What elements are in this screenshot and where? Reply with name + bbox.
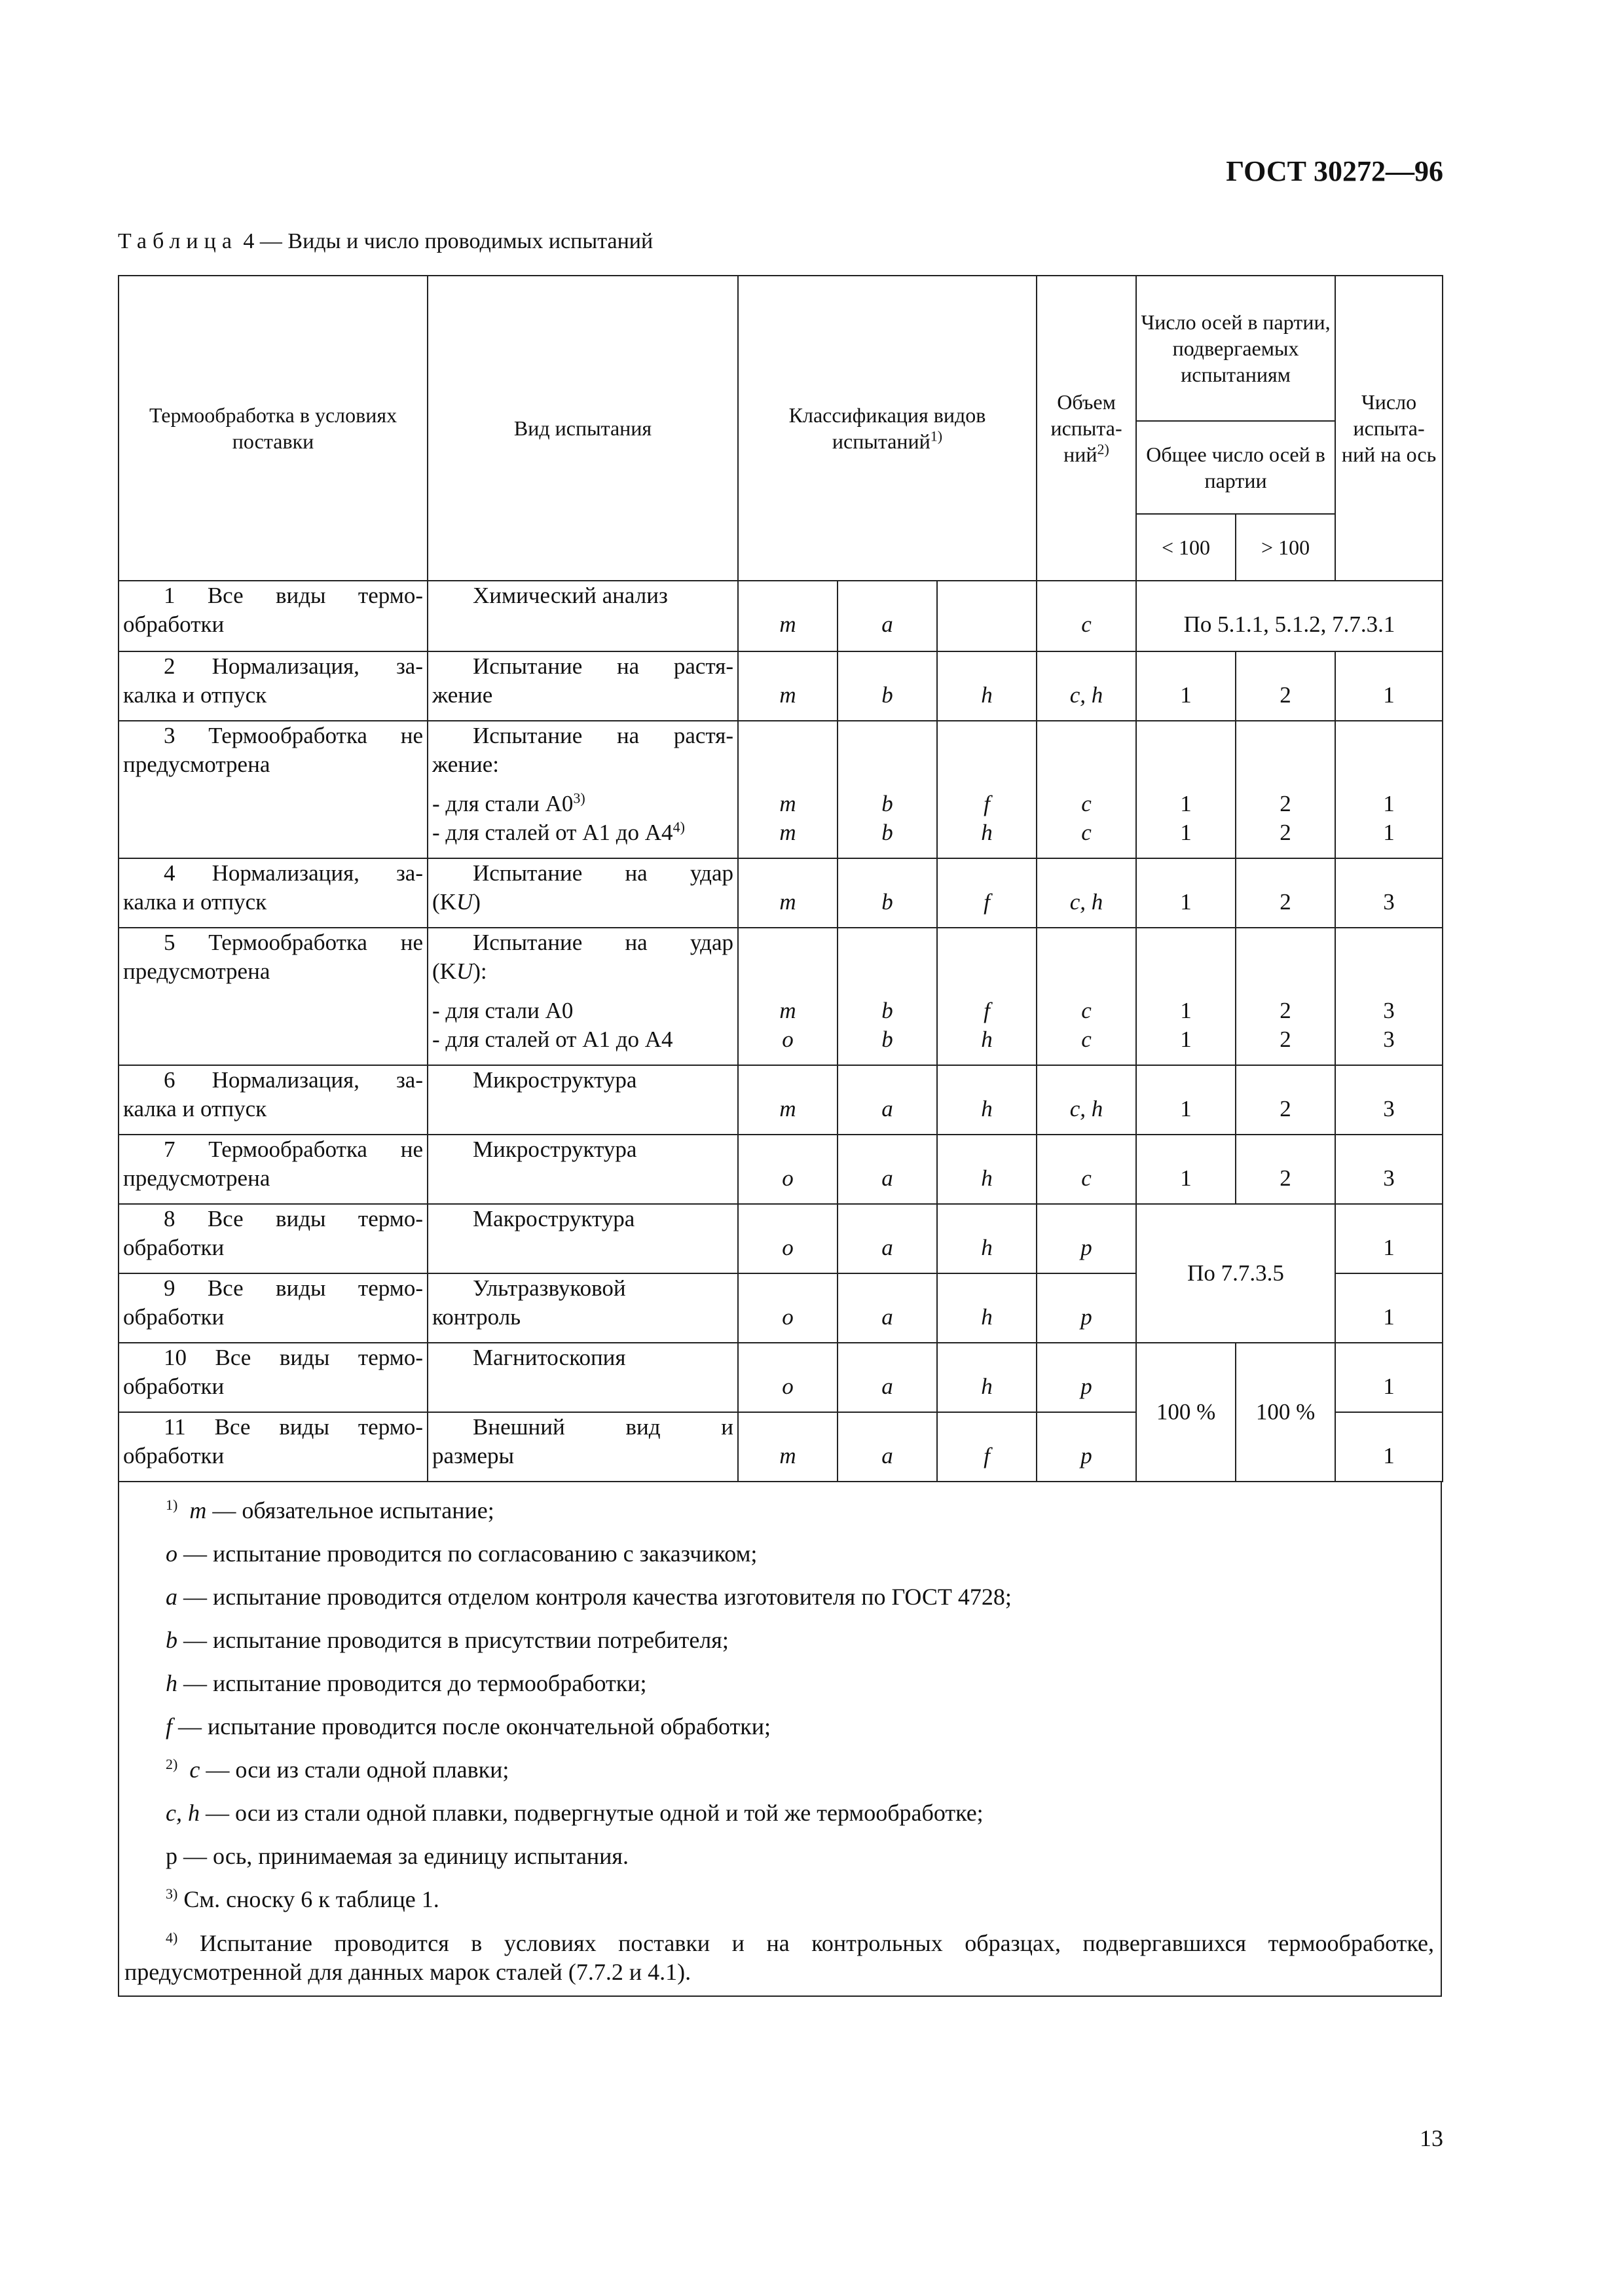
header-test-type: Вид испытания (428, 276, 738, 581)
cell-volume: c c (1037, 721, 1136, 858)
cell-lt100: 1 (1136, 1135, 1236, 1204)
cell-gt100: 2 (1236, 651, 1335, 721)
cell-test-type: Испытание на растя- жение (428, 651, 738, 721)
cell-test-type: Ультразвуковой контроль (428, 1273, 738, 1343)
caption-label: Таблица (118, 229, 238, 253)
cell-class-2: b (838, 651, 937, 721)
tests-table (118, 275, 1442, 1997)
cell-class-1: m m (738, 721, 838, 858)
cell-volume: c (1037, 1135, 1136, 1204)
cell-class-2: a (838, 1135, 937, 1204)
cell-volume: c, h (1037, 858, 1136, 928)
cell-class-1: o (738, 1135, 838, 1204)
caption-text: 4 — Виды и число проводимых испытаний (237, 229, 654, 253)
cell-tests-per-axle: 1 (1335, 651, 1443, 721)
note-h: h — испытание проводится до термообработки; (166, 1670, 647, 1696)
cell-heat-treatment: 8 Все виды термо- обработки (119, 1204, 428, 1273)
cell-gt100: 100 % (1236, 1343, 1335, 1482)
cell-tests-per-axle: 3 (1335, 1065, 1443, 1135)
cell-heat-treatment: 4 Нормализация, за- калка и отпуск (119, 858, 428, 928)
cell-gt100: 2 2 (1236, 721, 1335, 858)
cell-axes-merged: По 7.7.3.5 (1136, 1204, 1335, 1343)
cell-class-1: m (738, 1065, 838, 1135)
cell-volume: р (1037, 1343, 1136, 1412)
cell-test-type: Магнитоскопия (428, 1343, 738, 1412)
cell-class-2: a (838, 1412, 937, 1482)
cell-heat-treatment: 10 Все виды термо- обработки (119, 1343, 428, 1412)
cell-test-type: Микроструктура (428, 1135, 738, 1204)
footnotes (118, 1482, 1442, 1997)
note-3: $^{3)}$ См. сноску 6 к таблице 1. (166, 1886, 439, 1912)
cell-tests-per-axle: 3 3 (1335, 928, 1443, 1065)
cell-test-type: Испытание на растя- жение: - для стали А0$^{3)}$ - для сталей от А1 до А4$^{4)}$ (428, 721, 738, 858)
cell-volume: c, h (1037, 651, 1136, 721)
cell-lt100: 1 (1136, 651, 1236, 721)
cell-heat-treatment: 1 Все виды термо- обработки (119, 581, 428, 651)
cell-class-2: a (838, 581, 937, 651)
cell-lt100: 100 % (1136, 1343, 1236, 1482)
cell-tests-per-axle: 1 (1335, 1204, 1443, 1273)
note-ch: c, h — оси из стали одной плавки, подвергнутые одной и той же термообработке; (166, 1800, 984, 1826)
cell-tests-per-axle: 3 (1335, 1135, 1443, 1204)
note-c: $^{2)}$ c — оси из стали одной плавки; (166, 1756, 509, 1783)
cell-class-1: m (738, 1412, 838, 1482)
cell-class-1: o (738, 1343, 838, 1412)
cell-gt100: 2 (1236, 1135, 1335, 1204)
table-row (119, 1135, 1443, 1204)
cell-lt100: 1 (1136, 1065, 1236, 1135)
table-caption (118, 229, 653, 254)
cell-class-3: f (937, 1412, 1037, 1482)
cell-axes-merged: По 5.1.1, 5.1.2, 7.7.3.1 (1136, 581, 1443, 651)
cell-heat-treatment: 6 Нормализация, за- калка и отпуск (119, 1065, 428, 1135)
cell-heat-treatment: 7 Термообработка не предусмотрена (119, 1135, 428, 1204)
cell-test-type: Микроструктура (428, 1065, 738, 1135)
note-4: $^{4)}$ Испытание проводится в условиях поставки и на контрольных образцах, подвергавшихся термообработке, предусмотренной для данных марок сталей (7.7.2 и 4.1). (124, 1929, 1434, 1985)
header-heat-treatment: Термообработка в условиях поставки (119, 276, 428, 581)
cell-class-2: b b (838, 721, 937, 858)
cell-class-2: a (838, 1343, 937, 1412)
cell-volume: c c (1037, 928, 1136, 1065)
cell-heat-treatment: 2 Нормализация, за- калка и отпуск (119, 651, 428, 721)
cell-tests-per-axle: 1 (1335, 1343, 1443, 1412)
table-row (119, 1343, 1443, 1412)
cell-class-3: f (937, 858, 1037, 928)
header-classification: Классификация видов испытаний$^{1)}$ (738, 276, 1037, 581)
cell-class-2: a (838, 1273, 937, 1343)
cell-class-2: a (838, 1204, 937, 1273)
cell-heat-treatment: 3 Термообработка не предусмотрена (119, 721, 428, 858)
table-row (119, 651, 1443, 721)
cell-class-3: h (937, 1065, 1037, 1135)
cell-volume: р (1037, 1412, 1136, 1482)
cell-class-2: b b (838, 928, 937, 1065)
cell-heat-treatment: 5 Термообработка не предусмотрена (119, 928, 428, 1065)
note-o: o — испытание проводится по согласованию с заказчиком; (166, 1540, 758, 1567)
cell-test-type: Испытание на удар (KU) (428, 858, 738, 928)
cell-tests-per-axle: 1 1 (1335, 721, 1443, 858)
note-b: b — испытание проводится в присутствии потребителя; (166, 1627, 729, 1653)
table-row (119, 928, 1443, 1065)
cell-class-3: h (937, 1273, 1037, 1343)
cell-volume: c, h (1037, 1065, 1136, 1135)
cell-class-2: b (838, 858, 937, 928)
cell-class-1: m o (738, 928, 838, 1065)
header-volume: Объем испыта-ний$^{2)}$ (1037, 276, 1136, 581)
header-tests-per-axle: Число испыта-ний на ось (1335, 276, 1443, 581)
page-number: 13 (1420, 2125, 1443, 2151)
cell-class-1: m (738, 651, 838, 721)
header-total-axes: Общее число осей в партии (1136, 421, 1335, 514)
cell-class-3: h (937, 1204, 1037, 1273)
cell-class-2: a (838, 1065, 937, 1135)
table-row (119, 1065, 1443, 1135)
cell-lt100: 1 1 (1136, 721, 1236, 858)
cell-lt100: 1 (1136, 858, 1236, 928)
header-lt100: < 100 (1136, 514, 1236, 581)
cell-class-3: h (937, 651, 1037, 721)
note-a: a — испытание проводится отделом контроля качества изготовителя по ГОСТ 4728; (166, 1584, 1012, 1610)
cell-volume: р (1037, 1204, 1136, 1273)
table-row (119, 858, 1443, 928)
document-code: ГОСТ 30272—96 (1226, 155, 1443, 187)
cell-class-3: f h (937, 928, 1037, 1065)
cell-gt100: 2 2 (1236, 928, 1335, 1065)
cell-gt100: 2 (1236, 858, 1335, 928)
header-gt100: > 100 (1236, 514, 1335, 581)
cell-heat-treatment: 11 Все виды термо- обработки (119, 1412, 428, 1482)
cell-test-type: Химический анализ (428, 581, 738, 651)
cell-class-3: h (937, 1135, 1037, 1204)
cell-test-type: Внешний вид и размеры (428, 1412, 738, 1482)
cell-class-3 (937, 581, 1037, 651)
cell-tests-per-axle: 1 (1335, 1412, 1443, 1482)
cell-class-1: m (738, 858, 838, 928)
cell-class-1: o (738, 1204, 838, 1273)
cell-test-type: Макроструктура (428, 1204, 738, 1273)
cell-tests-per-axle: 1 (1335, 1273, 1443, 1343)
cell-class-1: m (738, 581, 838, 651)
table-row (119, 581, 1443, 651)
cell-volume: c (1037, 581, 1136, 651)
note-p: р — ось, принимаемая за единицу испытания. (166, 1843, 629, 1869)
cell-tests-per-axle: 3 (1335, 858, 1443, 928)
header-axes-group: Число осей в партии, подвергаемых испытаниям (1136, 276, 1335, 421)
cell-class-3: f h (937, 721, 1037, 858)
table-row (119, 1204, 1443, 1273)
cell-heat-treatment: 9 Все виды термо- обработки (119, 1273, 428, 1343)
cell-test-type: Испытание на удар (KU): - для стали А0 - для сталей от А1 до А4 (428, 928, 738, 1065)
cell-class-3: h (937, 1343, 1037, 1412)
cell-gt100: 2 (1236, 1065, 1335, 1135)
table-row (119, 721, 1443, 858)
note-m: $^{1)}$ m — обязательное испытание; (166, 1497, 494, 1523)
note-f: f — испытание проводится после окончательной обработки; (166, 1713, 771, 1740)
cell-volume: р (1037, 1273, 1136, 1343)
cell-lt100: 1 1 (1136, 928, 1236, 1065)
cell-class-1: o (738, 1273, 838, 1343)
